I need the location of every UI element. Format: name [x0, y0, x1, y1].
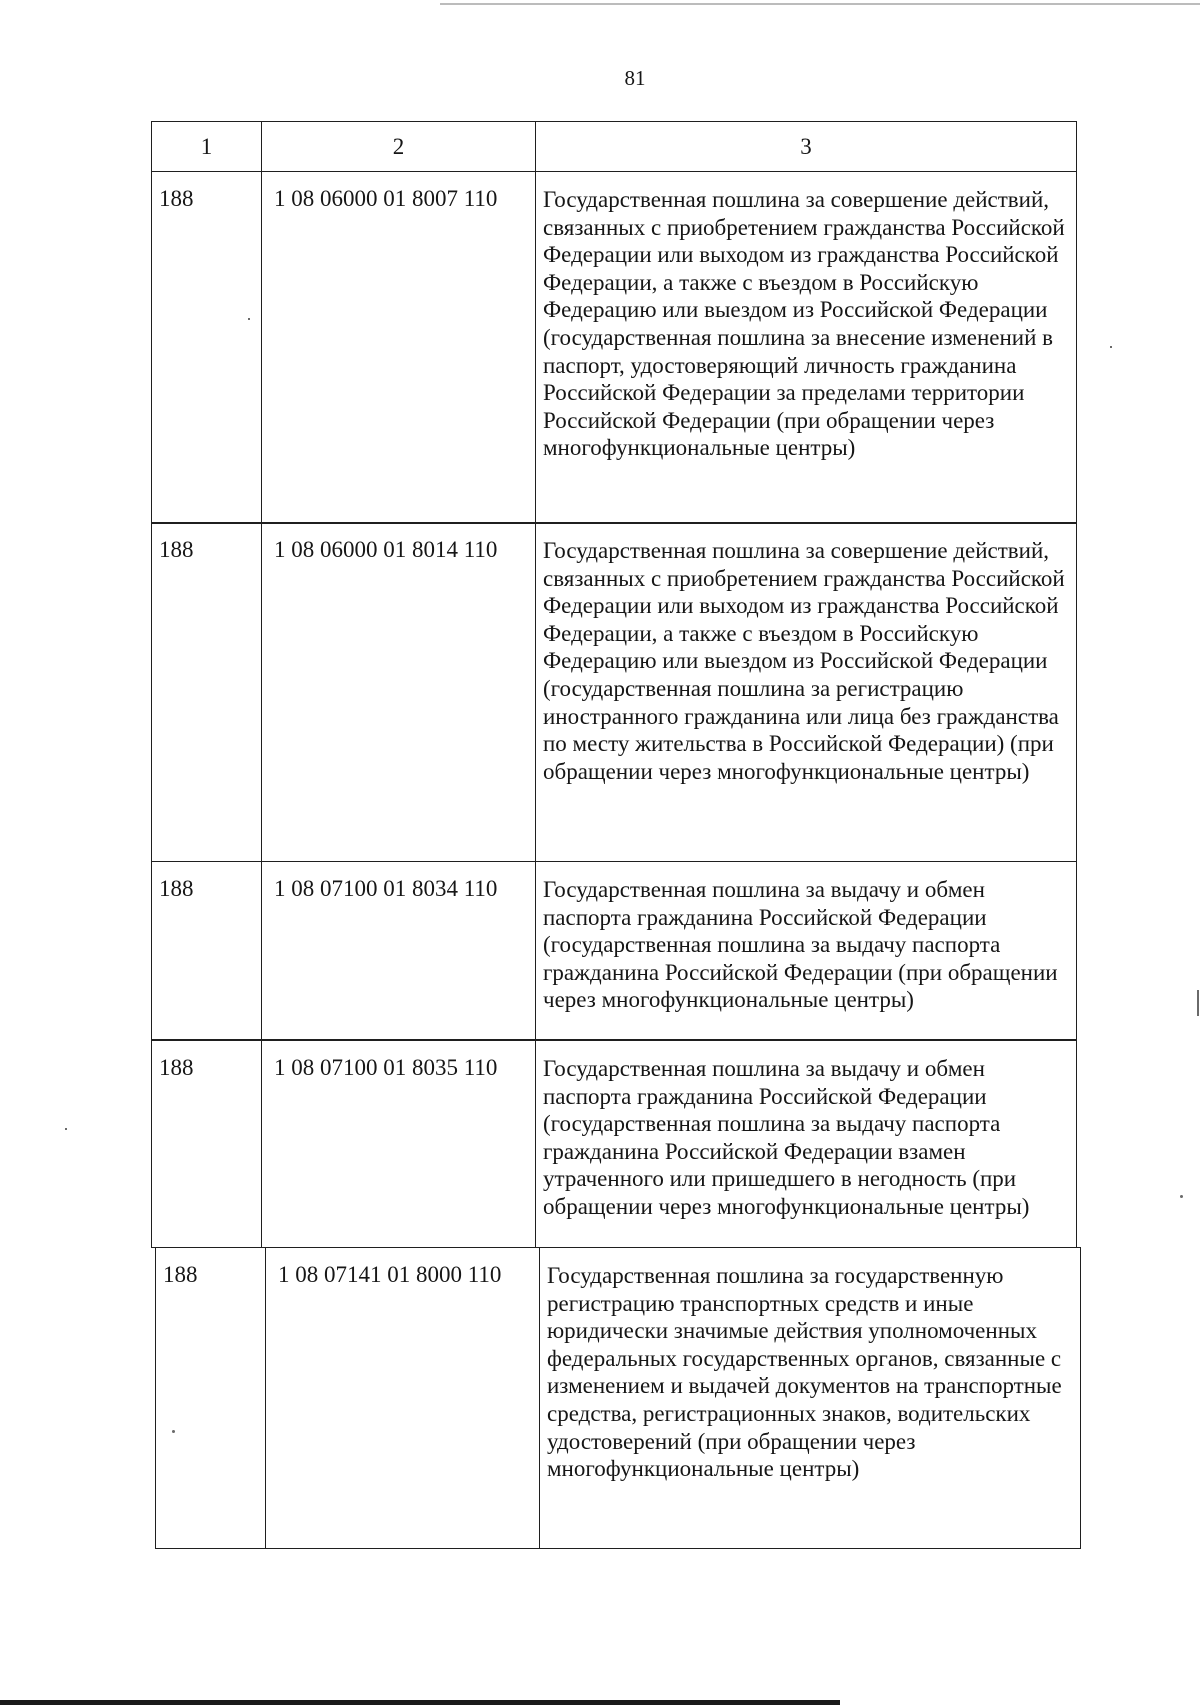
description-cell: Государственная пошлина за совершение действий, связанных с приобретением гражданства Российской Федерации или выходом из гражданства Российской Федерации, а также с въездом в Российскую Федерацию или выездом из Российской Федерации (государственная пошлина за регистрацию иностранного гражданина или лица без гражданства по месту жительства в Российской Федерации) (при обращении через многофункциональные центры) — [536, 523, 1077, 862]
page-number: 81 — [624, 66, 646, 90]
chapter-code-cell: 188 — [152, 1041, 262, 1248]
scan-speck — [248, 318, 250, 320]
scan-edge-bar — [0, 1700, 840, 1705]
kbk-code-cell: 1 08 07100 01 8034 110 — [262, 862, 536, 1040]
chapter-code-cell: 188 — [152, 862, 262, 1040]
header-row — [152, 122, 1077, 172]
description-cell: Государственная пошлина за совершение действий, связанных с приобретением гражданства Российской Федерации или выходом из гражданства Российской Федерации, а также с въездом в Российскую Федерацию или выездом из Российской Федерации (государственная пошлина за внесение изменений в паспорт, удостоверяющий личность гражданина Российской Федерации за пределами территории Российской Федерации (при обращении через многофункциональные центры) — [536, 172, 1077, 524]
header-cell-3: 3 — [536, 122, 1077, 172]
chapter-code-cell: 188 — [156, 1248, 266, 1549]
scan-edge-line — [440, 3, 1200, 5]
table-row — [151, 522, 1077, 862]
table-row — [155, 1247, 1081, 1549]
table-row — [151, 171, 1077, 524]
table-row — [151, 861, 1077, 1040]
description-cell: Государственная пошлина за выдачу и обмен паспорта гражданина Российской Федерации (государственная пошлина за выдачу паспорта гражданина Российской Федерации взамен утраченного или пришедшего в негодность (при обращении через многофункциональные центры) — [536, 1041, 1077, 1248]
table-row — [151, 1040, 1077, 1248]
header-cell-2: 2 — [262, 122, 536, 172]
chapter-code-cell: 188 — [152, 523, 262, 862]
scan-speck — [1197, 990, 1199, 1016]
kbk-code-cell: 1 08 06000 01 8007 110 — [262, 172, 536, 524]
kbk-code-cell: 1 08 07100 01 8035 110 — [262, 1041, 536, 1248]
description-cell: Государственная пошлина за государственную регистрацию транспортных средств и иные юридически значимые действия уполномоченных федеральных государственных органов, связанные с изменением и выдачей документов на транспортные средства, регистрационных знаков, водительских удостоверений (при обращении через многофункциональные центры) — [540, 1248, 1081, 1549]
kbk-code-cell: 1 08 06000 01 8014 110 — [262, 523, 536, 862]
scan-speck — [65, 1128, 67, 1130]
description-cell: Государственная пошлина за выдачу и обмен паспорта гражданина Российской Федерации (государственная пошлина за выдачу паспорта гражданина Российской Федерации (при обращении через многофункциональные центры) — [536, 862, 1077, 1040]
scan-speck — [1110, 346, 1112, 348]
table-header — [151, 121, 1077, 172]
scan-speck — [1180, 1195, 1183, 1198]
header-cell-1: 1 — [152, 122, 262, 172]
kbk-code-cell: 1 08 07141 01 8000 110 — [266, 1248, 540, 1549]
chapter-code-cell: 188 — [152, 172, 262, 524]
scan-speck — [172, 1430, 175, 1433]
